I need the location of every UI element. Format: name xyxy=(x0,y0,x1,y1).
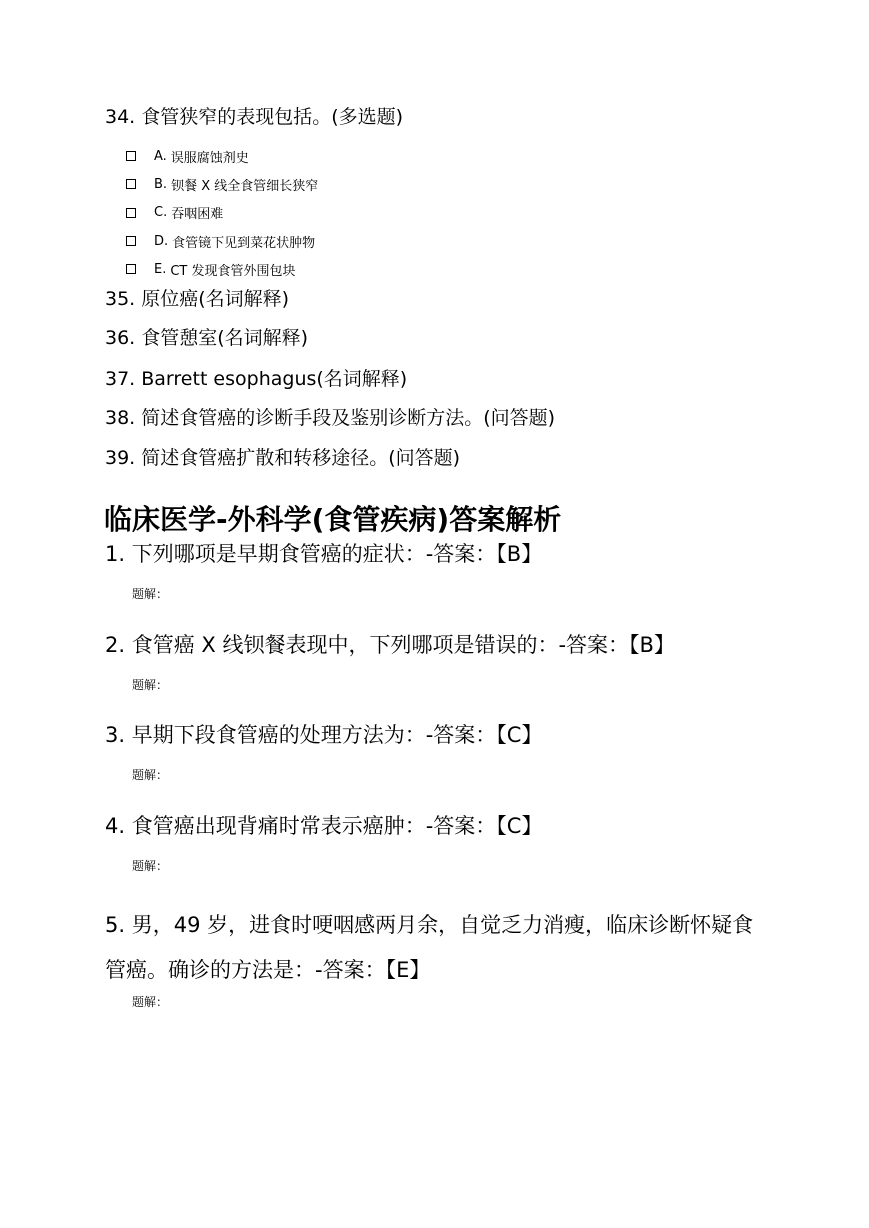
question-39: 39. 简述食管癌扩散和转移途径。(问答题) xyxy=(105,447,461,469)
question-36: 36. 食管憩室(名词解释) xyxy=(105,327,309,349)
option-c[interactable] xyxy=(126,199,318,227)
option-text: 误服腐蚀剂史 xyxy=(170,150,249,166)
option-letter: A. xyxy=(154,148,167,164)
option-d[interactable] xyxy=(126,227,318,255)
option-text: 食管镜下见到菜花状肿物 xyxy=(172,235,316,251)
answer-5: 5. 男，49 岁，进食时哽咽感两月余，自觉乏力消瘦，临床诊断怀疑食管癌。确诊的方法是：-答案：【E】 xyxy=(105,913,754,982)
option-text: CT 发现食管外围包块 xyxy=(170,263,296,279)
option-a[interactable] xyxy=(126,142,318,170)
option-e[interactable] xyxy=(126,255,318,283)
question-37: 37. Barrett esophagus(名词解释) xyxy=(105,368,408,390)
option-letter: C. xyxy=(154,205,168,221)
answer-1-explanation: 题解： xyxy=(132,587,169,601)
option-letter: B. xyxy=(154,176,168,192)
answer-5-explanation: 题解： xyxy=(132,995,169,1009)
answer-2-explanation: 题解： xyxy=(132,678,169,692)
answer-3: 3. 早期下段食管癌的处理方法为：-答案：【C】 xyxy=(105,723,543,747)
answer-4-explanation: 题解： xyxy=(132,859,169,873)
question-35: 35. 原位癌(名词解释) xyxy=(105,288,290,310)
question-34-options xyxy=(126,142,318,283)
option-b[interactable] xyxy=(126,170,318,198)
option-letter: E. xyxy=(154,261,167,277)
option-text: 钡餐 X 线全食管细长狭窄 xyxy=(171,178,319,194)
question-38: 38. 简述食管癌的诊断手段及鉴别诊断方法。(问答题) xyxy=(105,407,556,429)
answer-4: 4. 食管癌出现背痛时常表示癌肿：-答案：【C】 xyxy=(105,814,543,838)
checkbox-icon[interactable] xyxy=(126,208,136,218)
answer-1: 1. 下列哪项是早期食管癌的症状：-答案：【B】 xyxy=(105,542,543,566)
checkbox-icon[interactable] xyxy=(126,179,136,189)
checkbox-icon[interactable] xyxy=(126,236,136,246)
answer-2: 2. 食管癌 X 线钡餐表现中，下列哪项是错误的：-答案：【B】 xyxy=(105,633,675,657)
answer-3-explanation: 题解： xyxy=(132,768,169,782)
option-letter: D. xyxy=(154,233,169,249)
section-title: 临床医学-外科学(食管疾病)答案解析 xyxy=(104,503,562,536)
question-34: 34. 食管狭窄的表现包括。(多选题) xyxy=(105,106,404,128)
checkbox-icon[interactable] xyxy=(126,151,136,161)
checkbox-icon[interactable] xyxy=(126,264,136,274)
option-text: 吞咽困难 xyxy=(171,207,224,223)
